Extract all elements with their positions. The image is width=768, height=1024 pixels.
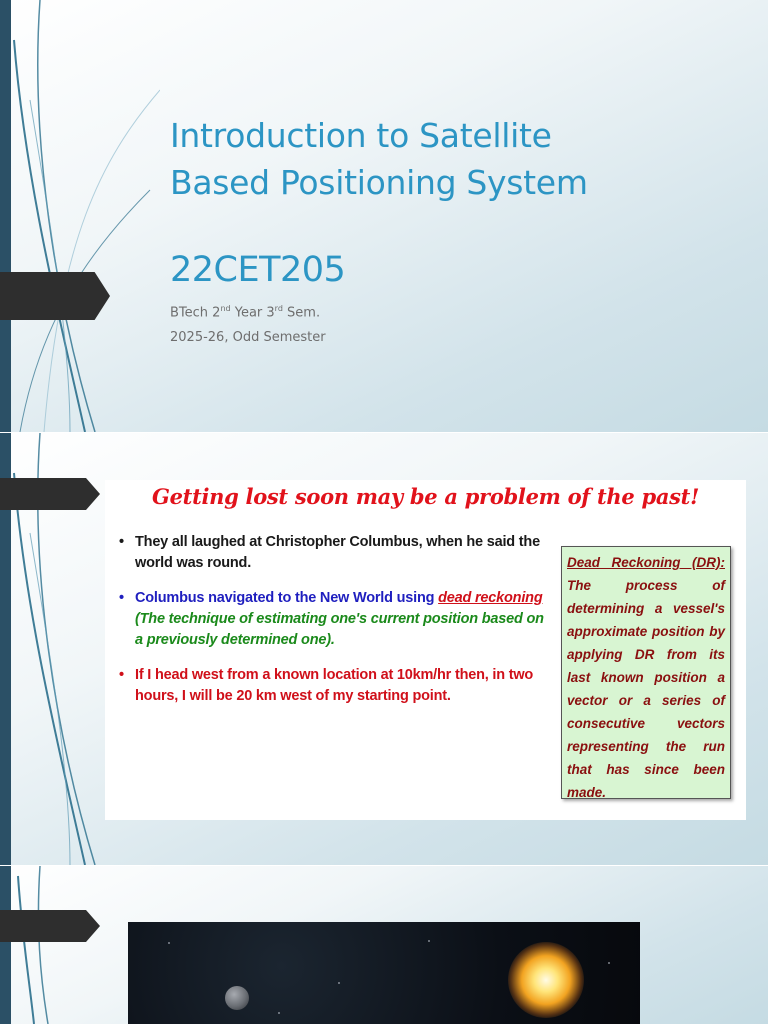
star [168, 942, 170, 944]
bullet-item [117, 588, 553, 651]
definition-term: Dead Reckoning (DR): [567, 555, 725, 570]
bullet-item [117, 532, 553, 574]
program-text: Year 3 [230, 305, 275, 321]
space-image [128, 922, 640, 1024]
bullet-text: If I head west from a known location at 10km/hr then, in two hours, I will be 20 km west of my starting point. [135, 667, 534, 704]
definition-text: The process of determining a vessel's approximate position by applying DR from its last known position a vector or a series of consecutive vectors representing the run that has since been made. [567, 578, 725, 800]
decorative-curves [0, 0, 160, 432]
content-panel [105, 480, 746, 820]
sun-icon [508, 942, 584, 1018]
program-text: BTech 2 [170, 305, 221, 321]
title-line-2: Based Positioning System [170, 163, 588, 202]
star [608, 962, 610, 964]
slide-3 [0, 866, 768, 1024]
program-sup: nd [220, 304, 231, 313]
slide-arrow-marker [0, 272, 110, 320]
planet-icon [225, 986, 249, 1010]
slide-title [170, 112, 730, 206]
star [278, 1012, 280, 1014]
term-link: dead reckoning [438, 590, 543, 606]
bullet-list [117, 532, 553, 721]
bullet-text: Columbus navigated to the New World using [135, 590, 439, 606]
slide-arrow-marker [0, 910, 100, 942]
bullet-explanation: (The technique of estimating one's current position based on a previously determined one). [135, 611, 544, 648]
program-info [170, 304, 320, 320]
slide-heading: Getting lost soon may be a problem of the past! [151, 484, 699, 509]
slide-1 [0, 0, 768, 432]
star [428, 940, 430, 942]
title-line-1: Introduction to Satellite [170, 116, 552, 155]
program-text: Sem. [282, 305, 321, 321]
bullet-item [117, 665, 553, 707]
program-sup: rd [274, 304, 283, 313]
course-code: 22CET205 [170, 250, 346, 290]
bullet-text: They all laughed at Christopher Columbus, when he said the world was round. [135, 534, 540, 571]
slide-2 [0, 433, 768, 865]
session-info: 2025-26, Odd Semester [170, 330, 326, 345]
definition-box [561, 546, 731, 799]
slide-arrow-marker [0, 478, 100, 510]
star [338, 982, 340, 984]
